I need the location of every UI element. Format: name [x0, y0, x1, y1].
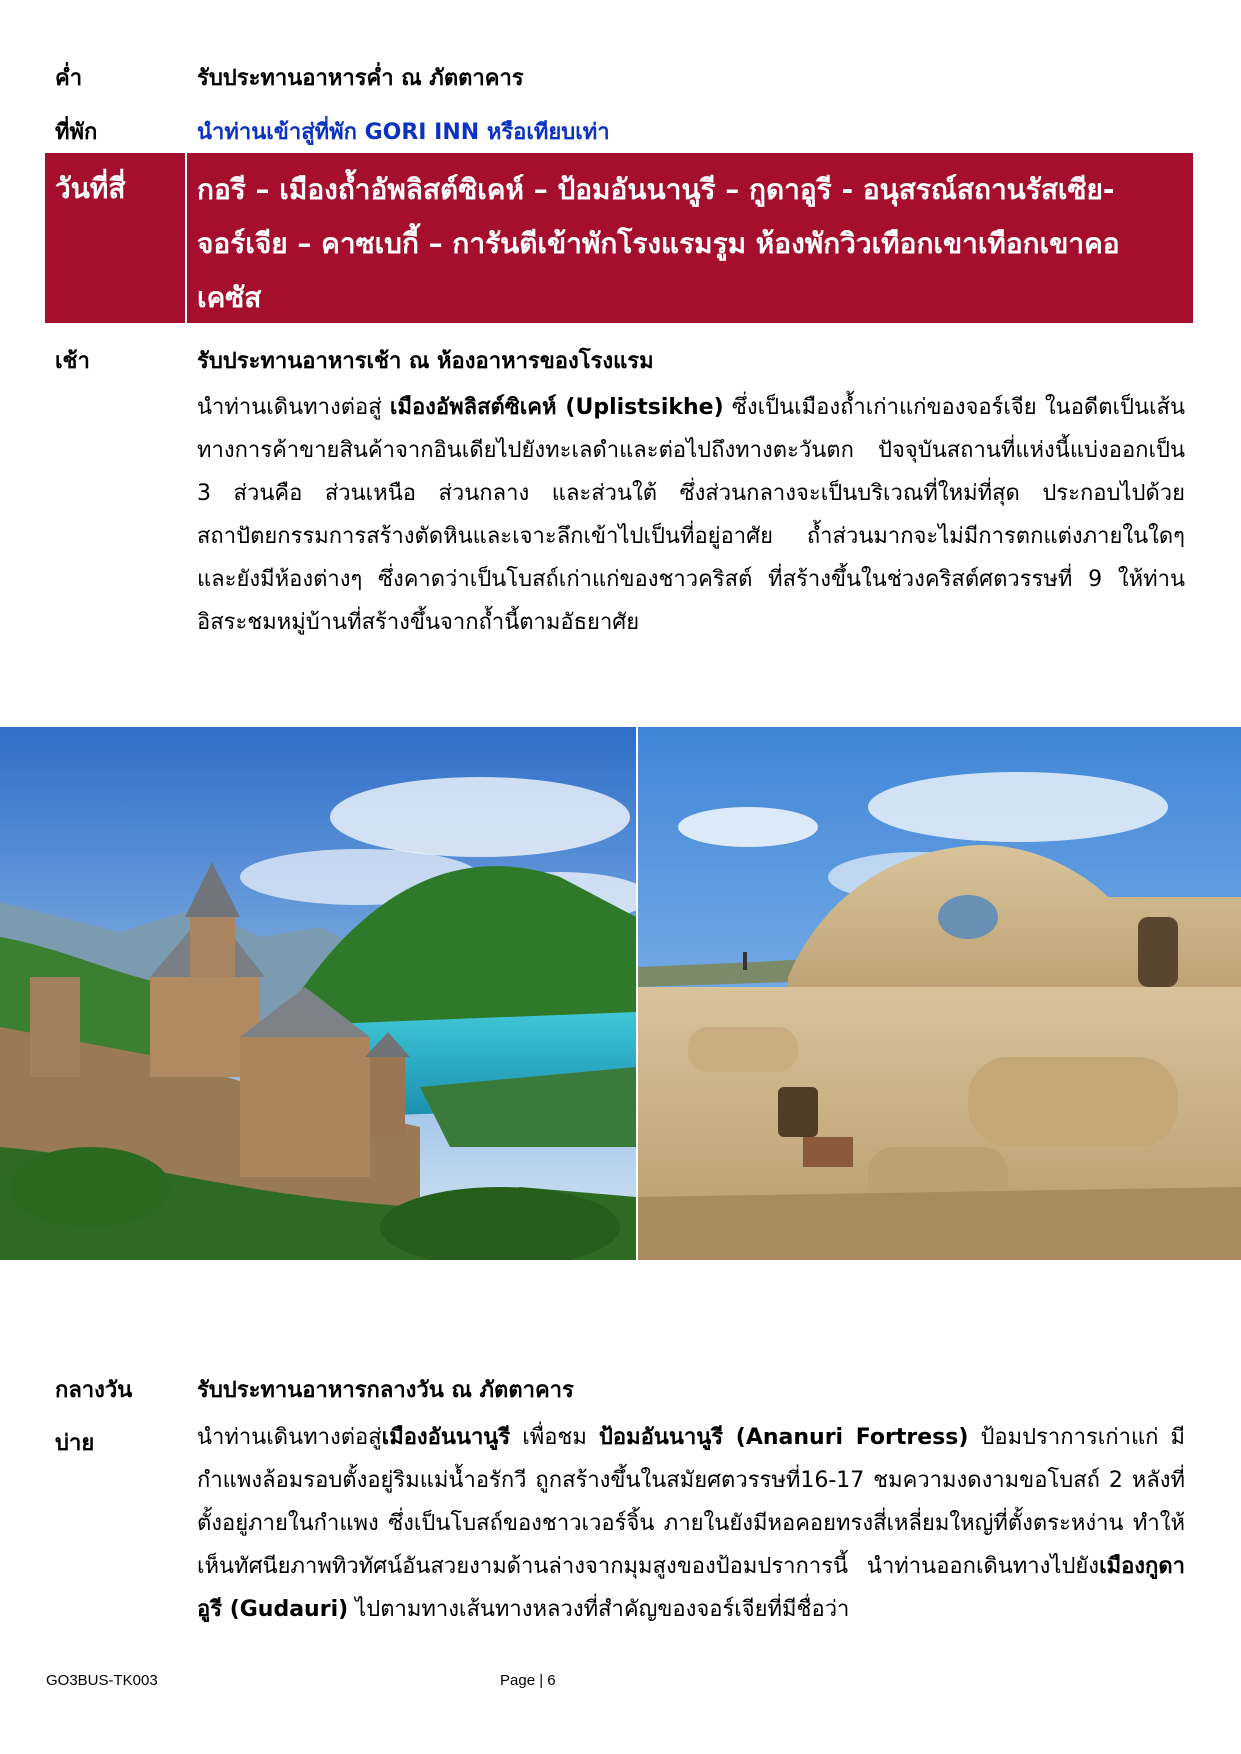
lunch-text: รับประทานอาหารกลางวัน ณ ภัตตาคาร: [197, 1378, 574, 1403]
dinner-text: รับประทานอาหารค่ำ ณ ภัตตาคาร: [197, 66, 524, 91]
afternoon-p4: ไปตามทางเส้นทางหลวงที่สำคัญของจอร์เจียที่มีชื่อว่า: [348, 1597, 850, 1622]
morning-place: เมืองอัพลิสต์ซิเคห์ (Uplistsikhe): [389, 395, 724, 420]
afternoon-p3: ป้อมปราการเก่าแก่ มีกำแพงล้อมรอบตั้งอยู่ริมแม่น้ำอรักวี ถูกสร้างขึ้นในสมัยศตวรรษที่16-17 ชมความงดงามขอโบสถ์ 2 หลังที่ตั้งอยู่ภายในกำแพง ซึ่งเป็นโบสถ์ของชาวเวอร์จิ้น ภายในยังมีหอคอยทรงสี่เหลี่ยมใหญ่ที่ตั้งตระหง่าน ทำให้เห็นทัศนียภาพทิวทัศน์อันสวยงามด้านล่างจากมุมสูงของป้อมปราการนี้ นำท่านออกเดินทางไปยัง: [197, 1425, 1186, 1579]
banner-divider: [185, 153, 187, 323]
afternoon-fortress: ป้อมอันนานูรี (Ananuri Fortress): [598, 1425, 969, 1450]
afternoon-city-gudauri: เมืองกูดาอูรี (Gudauri): [197, 1554, 1185, 1622]
breakfast-label: เช้า: [55, 349, 90, 374]
morning-paragraph: [197, 386, 1185, 644]
footer-code: GO3BUS-TK003: [46, 1672, 158, 1689]
afternoon-label: บ่าย: [55, 1431, 95, 1456]
lunch-label: กลางวัน: [55, 1378, 133, 1403]
morning-body: ซึ่งเป็นเมืองถ้ำเก่าแก่ของจอร์เจีย ในอดีตเป็นเส้นทางการค้าขายสินค้าจากอินเดียไปยังทะเลดำและต่อไปถึงทางตะวันตก ปัจจุบันสถานที่แห่งนี้แบ่งออกเป็น 3 ส่วนคือ ส่วนเหนือ ส่วนกลาง และส่วนใต้ ซึ่งส่วนกลางจะเป็นบริเวณที่ใหม่ที่สุด ประกอบไปด้วยสถาปัตยกรรมการสร้างตัดหินและเจาะลึกเข้าไปเป็นที่อยู่อาศัย ถ้ำส่วนมากจะไม่มีการตกแต่งภายในใดๆ และยังมีห้องต่างๆ ซึ่งคาดว่าเป็นโบสถ์เก่าแก่ของชาวคริสต์ ที่สร้างขึ้นในช่วงคริสต์ศตวรรษที่ 9 ให้ท่านอิสระชมหมู่บ้านที่สร้างขึ้นจากถ้ำนี้ตามอัธยาศัย: [197, 395, 1186, 635]
afternoon-paragraph: [197, 1416, 1185, 1631]
uplistsikhe-cave-photo: [638, 727, 1241, 1260]
morning-intro: นำท่านเดินทางต่อสู่: [197, 395, 390, 420]
ananuri-fortress-photo: [0, 727, 636, 1260]
afternoon-city-ananuri: เมืองอันนานูรี: [381, 1425, 511, 1450]
day-label: วันที่สี่: [55, 172, 126, 205]
day-banner: [45, 153, 1193, 323]
dinner-label: ค่ำ: [55, 66, 83, 91]
breakfast-text: รับประทานอาหารเช้า ณ ห้องอาหารของโรงแรม: [197, 349, 654, 374]
hotel-text: นำท่านเข้าสู่ที่พัก GORI INN หรือเทียบเท่า: [197, 120, 610, 145]
day-title: กอรี – เมืองถ้ำอัพลิสต์ซิเคห์ – ป้อมอันนานูรี – กูดาอูรี - อนุสรณ์สถานรัสเซีย-จอร์เจีย – คาซเบกี้ – การันตีเข้าพักโรงแรมรูม ห้องพักวิวเทือกเขาเทือกเขาคอเคซัส: [197, 173, 1120, 314]
hotel-label: ที่พัก: [55, 120, 98, 145]
afternoon-p2: เพื่อชม: [510, 1425, 599, 1450]
footer-page-number: Page | 6: [500, 1672, 556, 1689]
afternoon-p1: นำท่านเดินทางต่อสู่: [197, 1425, 382, 1450]
